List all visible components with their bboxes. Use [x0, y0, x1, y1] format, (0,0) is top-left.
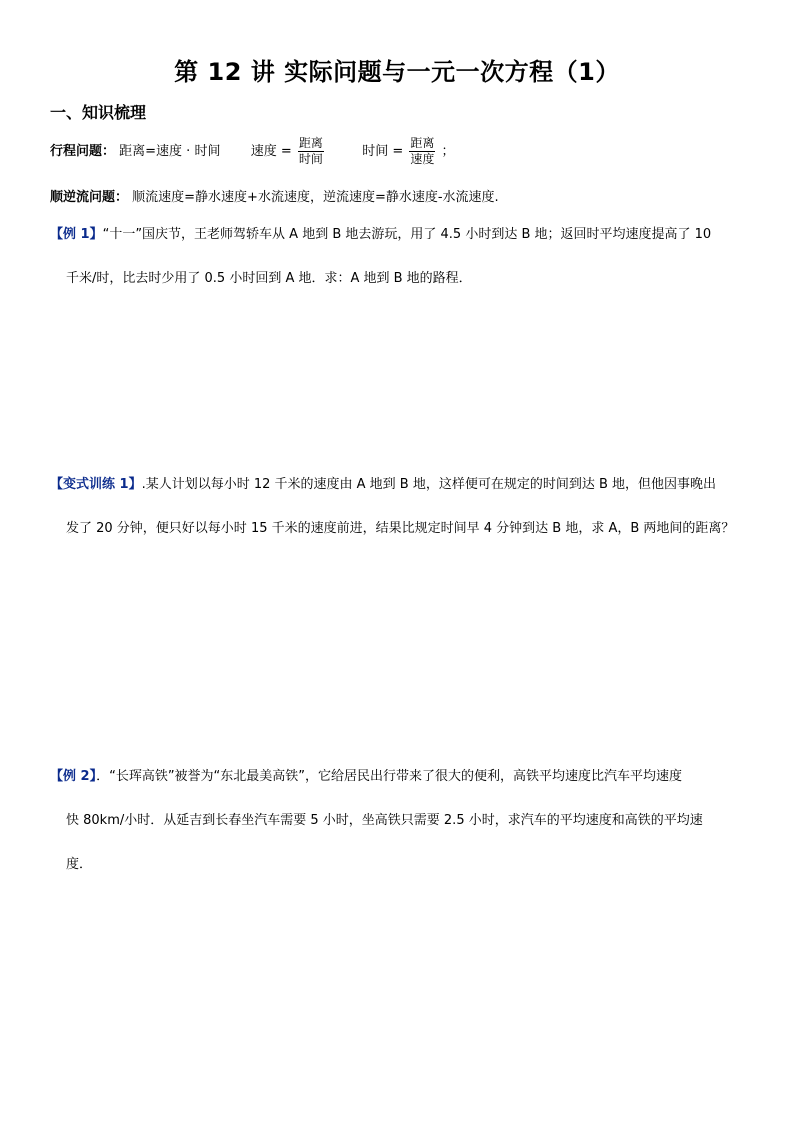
variant-1-tag: 【变式训练 1】: [50, 477, 142, 492]
example-2-text-1: ．“长珲高铁”被誉为“东北最美高铁”，它给居民出行带来了很大的便利，高铁平均速度比汽车平均速度: [96, 769, 683, 784]
travel-formula: 距离=速度 · 时间: [119, 144, 221, 159]
time-suffix: ；: [441, 144, 455, 159]
speed-numerator: 距离: [298, 136, 323, 150]
current-label: 顺逆流问题：: [50, 190, 129, 205]
current-formula: 顺流速度=静水速度+水流速度，逆流速度=静水速度-水流速度.: [132, 190, 499, 205]
time-denominator: 速度: [410, 152, 435, 166]
example-2-tag: 【例 2】: [50, 769, 97, 784]
variant-1-line-1: [50, 463, 750, 507]
example-1: [50, 213, 750, 301]
example-1-text-1: “十一”国庆节，王老师驾轿车从 A 地到 B 地去游玩，用了 4.5 小时到达 B 地；返回时平均速度提高了 10: [102, 227, 712, 242]
example-1-line-2: 千米/时，比去时少用了 0.5 小时回到 A 地．求：A 地到 B 地的路程．: [66, 271, 472, 286]
example-2-line-1: [50, 755, 750, 799]
example-2: [50, 755, 750, 887]
time-prefix: 时间 =: [362, 144, 404, 159]
variant-1-line-2: 发了 20 分钟，便只好以每小时 15 千米的速度前进，结果比规定时间早 4 分钟到达 B 地，求 A，B 两地间的距离？: [66, 521, 735, 536]
time-fraction: [409, 136, 435, 167]
time-numerator: 距离: [410, 136, 435, 150]
example-2-line-3: 度．: [66, 857, 93, 872]
travel-formula-line: [50, 136, 455, 167]
speed-fraction: [298, 136, 324, 167]
example-2-line-2: 快 80km/小时．从延吉到长春坐汽车需要 5 小时，坐高铁只需要 2.5 小时，求汽车的平均速度和高铁的平均速: [66, 813, 703, 828]
example-1-tag: 【例 1】: [50, 227, 103, 242]
variant-1: [50, 463, 750, 551]
variant-1-text-1: .某人计划以每小时 12 千米的速度由 A 地到 B 地，这样便可在规定的时间到达 B 地，但他因事晚出: [141, 477, 717, 492]
section-heading: 一、知识梳理: [50, 103, 147, 122]
example-1-line-1: [50, 213, 750, 257]
speed-prefix: 速度 =: [250, 144, 292, 159]
speed-denominator: 时间: [298, 152, 323, 166]
travel-label: 行程问题：: [50, 144, 116, 159]
current-formula-line: [50, 186, 499, 205]
lesson-title: 第 12 讲 实际问题与一元一次方程（1）: [174, 58, 620, 86]
